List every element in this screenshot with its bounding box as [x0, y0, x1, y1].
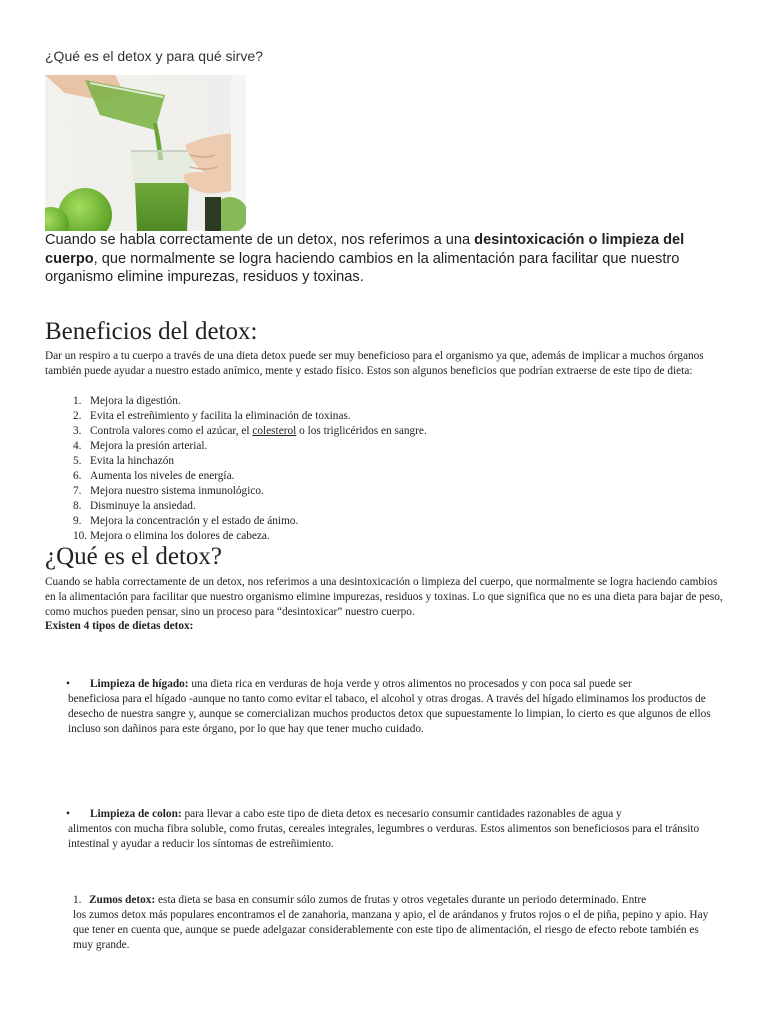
- list-text: Mejora o elimina los dolores de cabeza.: [90, 530, 270, 542]
- diet-type-continuation: alimentos con mucha fibra soluble, como frutas, cereales integrales, legumbres o verduras. Estos alimentos son beneficiosos para el tránsito intestinal y ayudar a reducir los síntomas de estreñimiento.: [68, 823, 700, 850]
- diet-type-title: Limpieza de colon:: [90, 808, 182, 820]
- list-text-after: o los triglicéridos en sangre.: [296, 425, 427, 437]
- benefits-intro: Dar un respiro a tu cuerpo a través de una dieta detox puede ser muy beneficioso para el organismo ya que, además de implicar a muchos órganos también puede ayudar a nuestro estado anímico, mente y estado físico. Estos son algunos beneficios que podrían extraerse de este tipo de dieta:: [45, 350, 704, 377]
- list-number: 6.: [73, 470, 82, 482]
- diet-type-title: Limpieza de hígado:: [90, 678, 189, 690]
- benefits-list: [73, 394, 427, 544]
- hero-image-green-smoothie: [45, 75, 246, 231]
- list-text: Mejora la presión arterial.: [90, 440, 208, 452]
- diet-type-first-line: [68, 807, 720, 822]
- diet-type-title: Zumos detox:: [89, 894, 156, 906]
- intro-paragraph: [45, 231, 725, 287]
- smoothie-illustration: [45, 75, 246, 231]
- list-item: [73, 514, 427, 529]
- list-text: Evita el estreñimiento y facilita la eliminación de toxinas.: [90, 410, 351, 422]
- bullet-marker: •: [66, 678, 70, 690]
- list-item: [73, 469, 427, 484]
- diet-type-juices: [73, 893, 721, 953]
- list-item: [73, 454, 427, 469]
- cholesterol-link[interactable]: colesterol: [252, 425, 297, 437]
- list-number: 3.: [73, 425, 82, 437]
- list-text: Controla valores como el azúcar, el: [90, 425, 253, 437]
- benefits-heading: Beneficios del detox:: [45, 318, 258, 345]
- intro-paragraph-bold: desintoxicación o limpieza del cuerpo: [45, 232, 685, 267]
- list-number: 10.: [73, 530, 88, 542]
- diet-type-text: esta dieta se basa en consumir sólo zumos de frutas y otros vegetales durante un periodo determinado. Entre: [155, 894, 647, 906]
- list-item: [73, 499, 427, 514]
- list-text: Mejora nuestro sistema inmunológico.: [90, 485, 264, 497]
- list-item: [73, 529, 427, 544]
- detox-heading: ¿Qué es el detox?: [45, 543, 223, 570]
- list-item: [73, 439, 427, 454]
- diet-type-continuation: los zumos detox más populares encontramos el de zanahoria, manzana y apio, el de arándanos y frutos rojos o el de piña, pepino y apio. Hay que tener en cuenta que, aunque se puede adelgazar considerablemente con este tipo de alimentación, el riesgo de efecto rebote también es muy grande.: [73, 909, 709, 951]
- types-heading: Existen 4 tipos de dietas detox:: [45, 620, 194, 632]
- diet-type-continuation: beneficiosa para el hígado -aunque no tanto como evitar el tabaco, el alcohol y otras drogas. A través del hígado eliminamos los productos de desecho de nuestra sangre y, aunque se comercializan muchos productos detox que supuestamente lo limpian, lo cierto es que algunos de ellos incluso son dañinos para este órgano, por lo que hay que tener mucho cuidado.: [68, 693, 711, 735]
- list-number: 5.: [73, 455, 82, 467]
- list-text: Mejora la digestión.: [90, 395, 181, 407]
- list-item: [73, 424, 427, 439]
- list-number: 8.: [73, 500, 82, 512]
- list-number: 2.: [73, 410, 82, 422]
- diet-type-liver: [68, 677, 720, 737]
- intro-question: ¿Qué es el detox y para qué sirve?: [45, 48, 263, 64]
- intro-paragraph-text: Cuando se habla correctamente de un detox, nos referimos a una: [45, 232, 475, 248]
- list-text: Evita la hinchazón: [90, 455, 175, 467]
- list-number: 4.: [73, 440, 82, 452]
- diet-type-first-line: [68, 677, 720, 692]
- diet-type-first-line: [73, 893, 721, 908]
- list-item: [73, 394, 427, 409]
- diet-type-text: una dieta rica en verduras de hoja verde y otros alimentos no procesados y con poca sal puede ser: [188, 678, 632, 690]
- detox-paragraph: Cuando se habla correctamente de un detox, nos referimos a una desintoxicación o limpieza del cuerpo, que normalmente se logra haciendo cambios en la alimentación para facilitar que nuestro organismo elimine impurezas, residuos y toxinas. Lo que significa que no es una dieta para bajar de peso, como muchos pueden pensar, sino un proceso para “desintoxicar” nuestro cuerpo.: [45, 576, 723, 618]
- intro-paragraph-text-end: , que normalmente se logra haciendo cambios en la alimentación para facilitar que nuestro organismo elimine impurezas, residuos y toxinas.: [45, 250, 680, 285]
- list-text: Mejora la concentración y el estado de ánimo.: [90, 515, 299, 527]
- list-number: 1.: [73, 395, 82, 407]
- list-text: Aumenta los niveles de energía.: [90, 470, 235, 482]
- list-number: 7.: [73, 485, 82, 497]
- diet-type-colon: [68, 807, 720, 852]
- list-number: 1.: [73, 894, 82, 906]
- list-item: [73, 409, 427, 424]
- list-text: Disminuye la ansiedad.: [90, 500, 196, 512]
- list-item: [73, 484, 427, 499]
- list-number: 9.: [73, 515, 82, 527]
- diet-type-text: para llevar a cabo este tipo de dieta detox es necesario consumir cantidades razonables de agua y: [181, 808, 622, 820]
- bullet-marker: •: [66, 808, 70, 820]
